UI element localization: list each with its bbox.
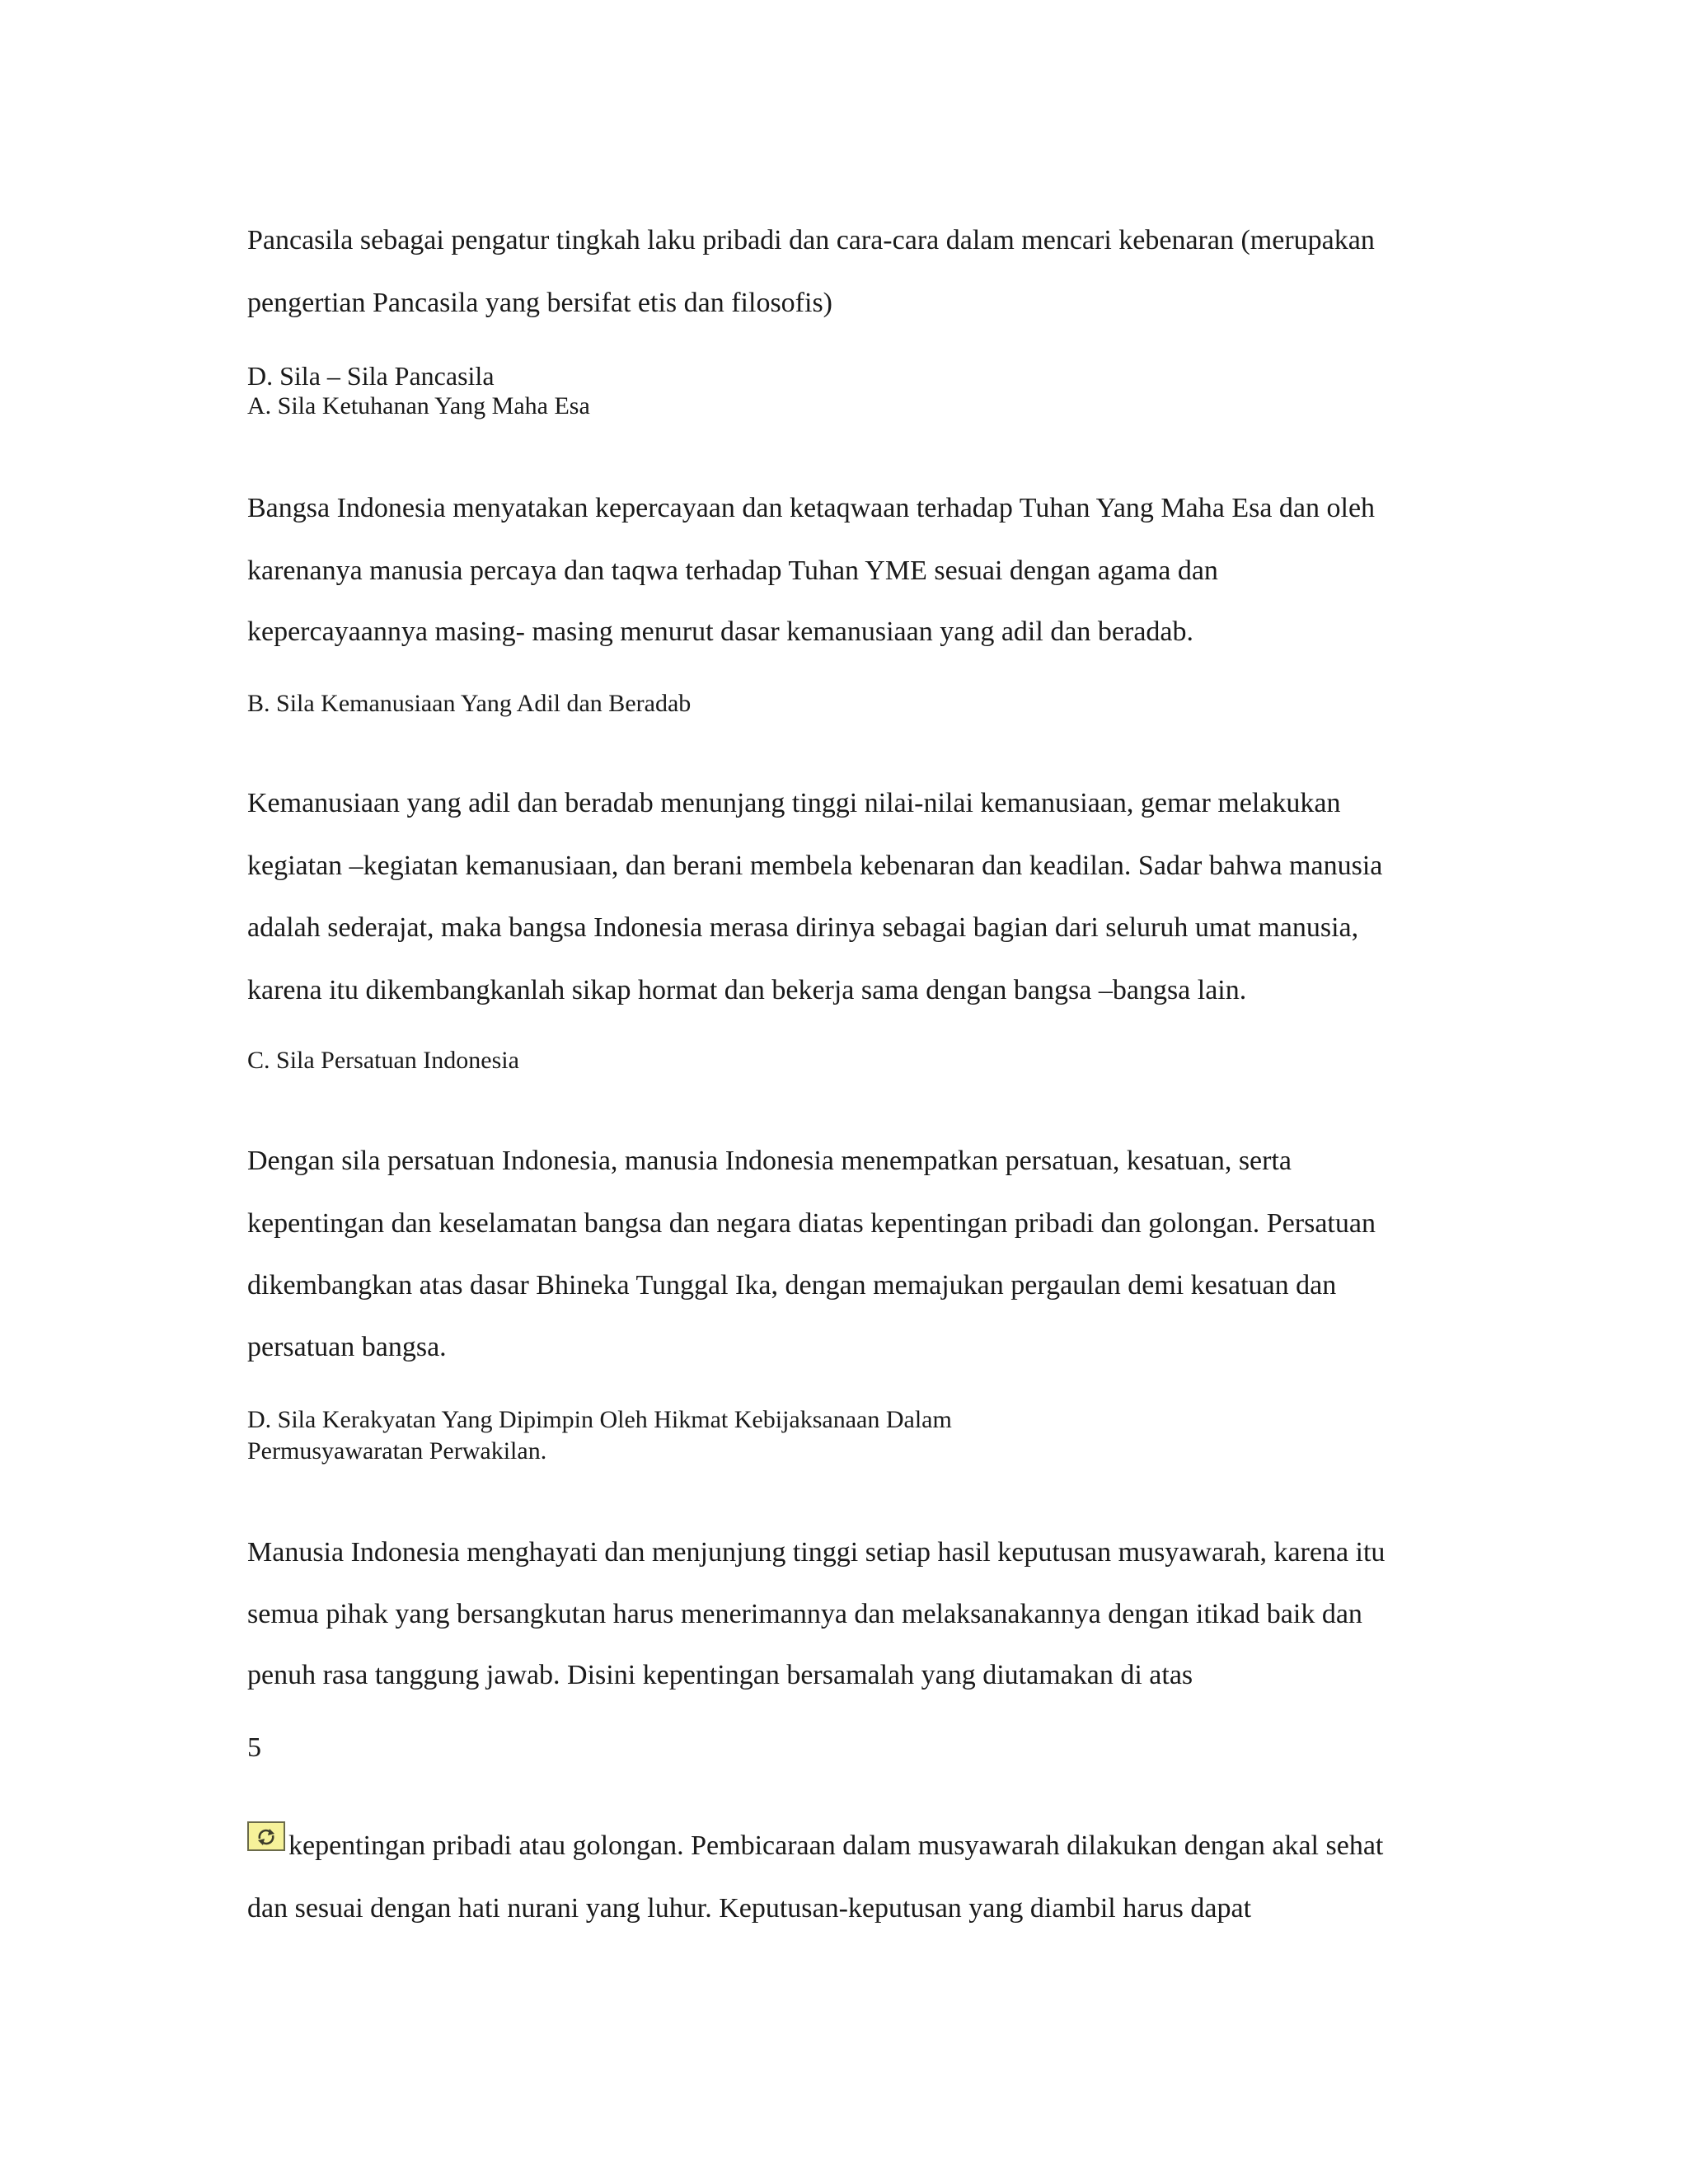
page-number: 5 <box>247 1732 261 1763</box>
sila-4-line-3: penuh rasa tanggung jawab. Disini kepentingan bersamalah yang diutamakan di atas <box>247 1660 1193 1690</box>
sila-4-heading-line-2: Permusyawaratan Perwakilan. <box>247 1437 547 1465</box>
sila-1-line-3: kepercayaannya masing- masing menurut dasar kemanusiaan yang adil dan beradab. <box>247 616 1193 647</box>
sila-4-line-2: semua pihak yang bersangkutan harus menerimannya dan melaksanakannya dengan itikad baik dan <box>247 1599 1362 1629</box>
intro-line-1: Pancasila sebagai pengatur tingkah laku pribadi dan cara-cara dalam mencari kebenaran (merupakan <box>247 225 1375 255</box>
sila-2-line-1: Kemanusiaan yang adil dan beradab menunjang tinggi nilai-nilai kemanusiaan, gemar melakukan <box>247 788 1341 818</box>
intro-line-2: pengertian Pancasila yang bersifat etis dan filosofis) <box>247 288 832 318</box>
sila-2-line-3: adalah sederajat, maka bangsa Indonesia merasa dirinya sebagai bagian dari seluruh umat manusia, <box>247 912 1359 943</box>
sila-4-heading-line-1: D. Sila Kerakyatan Yang Dipimpin Oleh Hikmat Kebijaksanaan Dalam <box>247 1406 952 1433</box>
sila-4-line-1: Manusia Indonesia menghayati dan menjunjung tinggi setiap hasil keputusan musyawarah, karena itu <box>247 1537 1386 1568</box>
sila-3-line-3: dikembangkan atas dasar Bhineka Tunggal Ika, dengan memajukan pergaulan demi kesatuan dan <box>247 1270 1337 1301</box>
sila-3-heading: C. Sila Persatuan Indonesia <box>247 1047 519 1074</box>
section-heading: D. Sila – Sila Pancasila <box>247 361 495 391</box>
continuation-line-1: kepentingan pribadi atau golongan. Pembicaraan dalam musyawarah dilakukan dengan akal sehat <box>288 1830 1384 1861</box>
refresh-icon <box>247 1821 285 1851</box>
sila-1-line-1: Bangsa Indonesia menyatakan kepercayaan dan ketaqwaan terhadap Tuhan Yang Maha Esa dan oleh <box>247 493 1376 523</box>
sila-3-line-4: persatuan bangsa. <box>247 1332 447 1362</box>
sila-3-line-2: kepentingan dan keselamatan bangsa dan negara diatas kepentingan pribadi dan golongan. Persatuan <box>247 1208 1376 1239</box>
continuation-line-2: dan sesuai dengan hati nurani yang luhur. Keputusan-keputusan yang diambil harus dapat <box>247 1893 1252 1924</box>
sila-1-line-2: karenanya manusia percaya dan taqwa terhadap Tuhan YME sesuai dengan agama dan <box>247 555 1218 586</box>
sila-2-line-2: kegiatan –kegiatan kemanusiaan, dan berani membela kebenaran dan keadilan. Sadar bahwa manusia <box>247 851 1383 881</box>
sila-1-heading: A. Sila Ketuhanan Yang Maha Esa <box>247 392 590 419</box>
sila-2-heading: B. Sila Kemanusiaan Yang Adil dan Beradab <box>247 690 692 717</box>
sila-2-line-4: karena itu dikembangkanlah sikap hormat dan bekerja sama dengan bangsa –bangsa lain. <box>247 975 1247 1005</box>
sila-3-line-1: Dengan sila persatuan Indonesia, manusia Indonesia menempatkan persatuan, kesatuan, serta <box>247 1146 1292 1176</box>
